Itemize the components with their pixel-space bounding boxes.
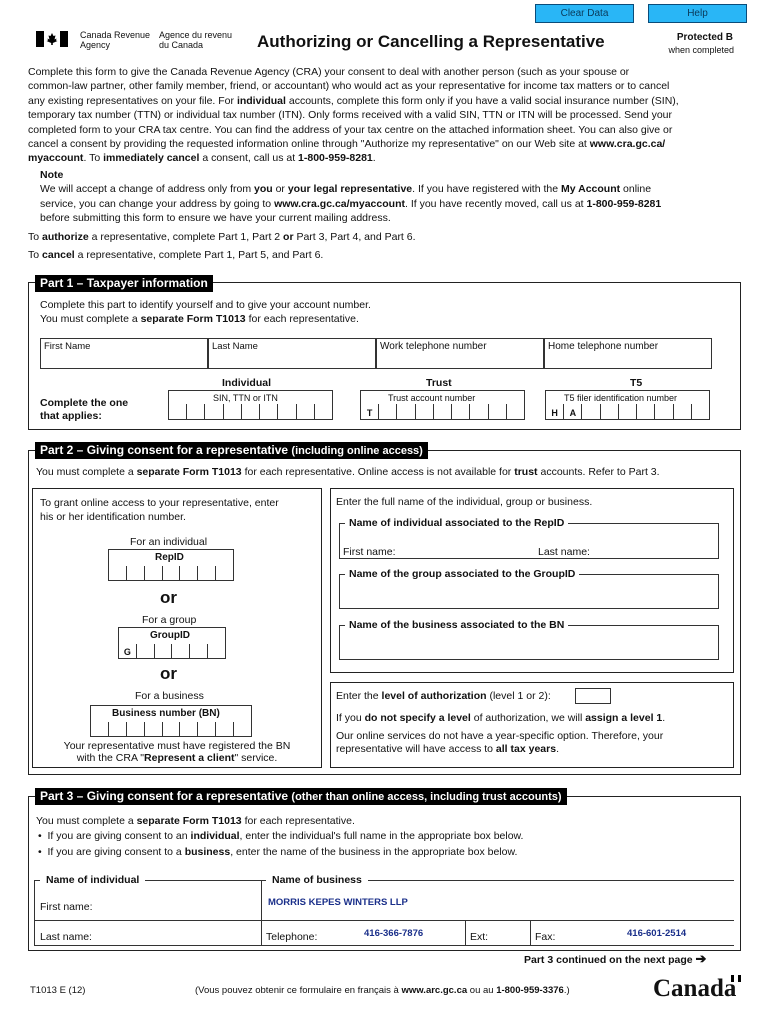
trust-label: Trust: [426, 377, 452, 389]
form-number: T1013 E (12): [30, 985, 86, 996]
business-name-label: Name of the business associated to the BN: [345, 619, 568, 631]
authorize-instruction: To authorize a representative, complete Part 1, Part 2 or Part 3, Part 4, and Part 6.: [28, 231, 416, 243]
part3-last-name-label[interactable]: Last name:: [40, 931, 92, 943]
group-name-label: Name of the group associated to the GroupID: [345, 568, 579, 580]
telephone-value[interactable]: 416-366-7876: [364, 928, 424, 939]
cancel-instruction: To cancel a representative, complete Part 1, Part 5, and Part 6.: [28, 249, 324, 261]
bn-input[interactable]: [90, 722, 252, 737]
auth-level-label: Enter the level of authorization (level 1 or 2):: [336, 690, 551, 702]
for-business-label: For a business: [135, 690, 204, 702]
or-label-1: or: [160, 588, 177, 607]
bn-note: Your representative must have registered the BN with the CRA "Represent a client" service.: [63, 740, 291, 764]
sin-label: SIN, TTN or ITN: [213, 393, 278, 403]
clear-data-button[interactable]: Clear Data: [535, 4, 634, 23]
t5-sublabel: T5 filer identification number: [564, 393, 678, 403]
part2-header: Part 2 – Giving consent for a representative (including online access): [35, 442, 428, 459]
french-note: (Vous pouvez obtenir ce formulaire en français à www.arc.gc.ca ou au 1-800-959-3376.): [195, 985, 570, 996]
or-label-2: or: [160, 664, 177, 683]
part2-desc: You must complete a separate Form T1013 for each representative. Online access is not available for trust accounts. Refer to Part 3.: [36, 466, 660, 478]
fax-label: Fax:: [535, 931, 556, 943]
t5-filer-input[interactable]: H A: [545, 404, 710, 420]
part3-divider-v: [261, 880, 262, 946]
auth-level-input[interactable]: [575, 688, 611, 704]
fax-value[interactable]: 416-601-2514: [627, 928, 687, 939]
part3-bullet-business: • If you are giving consent to a business, enter the name of the business in the appropriate box below.: [38, 846, 518, 858]
first-name-field[interactable]: First Name: [40, 338, 208, 369]
repid-input[interactable]: [108, 566, 234, 581]
repid-label: RepID: [155, 552, 184, 563]
sin-input[interactable]: [168, 404, 333, 420]
ext-divider: [465, 920, 466, 946]
fax-divider: [530, 920, 531, 946]
work-telephone-field[interactable]: Work telephone number: [376, 338, 544, 369]
trust-sublabel: Trust account number: [388, 393, 476, 403]
repid-last-name-label: Last name:: [538, 546, 590, 558]
individual-label: Individual: [222, 377, 272, 389]
canada-flag-icon: [36, 31, 68, 47]
part1-header: Part 1 – Taxpayer information: [35, 275, 213, 292]
part3-bullet-individual: • If you are giving consent to an individual, enter the individual's full name in the appropriate box below.: [38, 830, 524, 842]
groupid-label: GroupID: [150, 630, 190, 641]
last-name-field[interactable]: Last Name: [208, 338, 376, 369]
help-button[interactable]: Help: [648, 4, 747, 23]
part1-desc2: You must complete a separate Form T1013 for each representative.: [40, 313, 359, 325]
agency-name-french: Agence du revenu du Canada: [159, 30, 233, 50]
full-name-instruction: Enter the full name of the individual, group or business.: [336, 496, 593, 508]
groupid-input[interactable]: G: [118, 644, 226, 659]
note-section: Note We will accept a change of address only from you or your legal representative. If you have registered with the My Account online service, you can change your address by going to www.cra.gc.ca/myaccount. If you have recently moved, call us at 1-800-959-8281 before submitting this form to ensure we have your current mailing address.: [40, 169, 662, 225]
protected-sublabel: when completed: [668, 45, 734, 55]
wordmark-flag-icon: [731, 975, 741, 982]
business-name-value[interactable]: MORRIS KEPES WINTERS LLP: [268, 897, 408, 908]
part3-desc: You must complete a separate Form T1013 for each representative.: [36, 815, 355, 827]
complete-one-label: Complete the one that applies:: [40, 397, 129, 422]
trust-account-input[interactable]: T: [360, 404, 525, 420]
part3-first-name-label[interactable]: First name:: [40, 901, 93, 913]
t5-label: T5: [630, 377, 643, 389]
continued-note: Part 3 continued on the next page ➔: [524, 951, 707, 966]
intro-paragraph: Complete this form to give the Canada Revenue Agency (CRA) your consent to deal with another person (such as your spouse or common-law partner, other family member, friend, or accountant) who would act as your representative for income tax matters or to cancel any existing representatives on your file. For individual accounts, complete this form only if you have a valid social insurance number (SIN), temporary tax number (TTN) or individual tax number (ITN). Only forms received with a valid SIN, TTN or ITN will be processed. Send your completed form to your CRA tax centre. You can find the address of your tax centre on the attached information sheet. You can also give or cancel a consent by providing the requested information online through "Authorize my representative" on our Web site at www.cra.gc.ca/ myaccount. To immediately cancel a consent, call us at 1-800-959-8281.: [28, 66, 679, 165]
agency-name-english: Canada Revenue Agency: [80, 30, 151, 50]
bn-label: Business number (BN): [112, 708, 220, 719]
auth-level-default-note: If you do not specify a level of authorization, we will assign a level 1.: [336, 712, 666, 724]
repid-name-label: Name of individual associated to the RepID: [345, 517, 568, 529]
repid-first-name-label: First name:: [343, 546, 396, 558]
part3-name-individual-label: Name of individual: [40, 874, 145, 886]
for-group-label: For a group: [142, 614, 197, 626]
part1-desc1: Complete this part to identify yourself and to give your account number.: [40, 299, 371, 311]
part3-divider-h: [34, 920, 734, 921]
ext-label[interactable]: Ext:: [470, 931, 489, 943]
form-title: Authorizing or Cancelling a Representative: [257, 32, 605, 51]
auth-level-years-note: Our online services do not have a year-specific option. Therefore, your representative will have access to all tax years.: [336, 730, 664, 755]
online-access-desc: To grant online access to your representative, enter his or her identification number.: [40, 497, 279, 523]
for-individual-label: For an individual: [130, 536, 208, 548]
part3-name-business-label: Name of business: [266, 874, 368, 886]
home-telephone-field[interactable]: Home telephone number: [544, 338, 712, 369]
arrow-right-icon: ➔: [695, 951, 707, 966]
part3-header: Part 3 – Giving consent for a representative (other than online access, including trust accounts): [35, 788, 567, 805]
protected-label: Protected B: [676, 32, 733, 43]
telephone-label: Telephone:: [266, 931, 318, 943]
canada-wordmark: Canada: [653, 975, 737, 1002]
